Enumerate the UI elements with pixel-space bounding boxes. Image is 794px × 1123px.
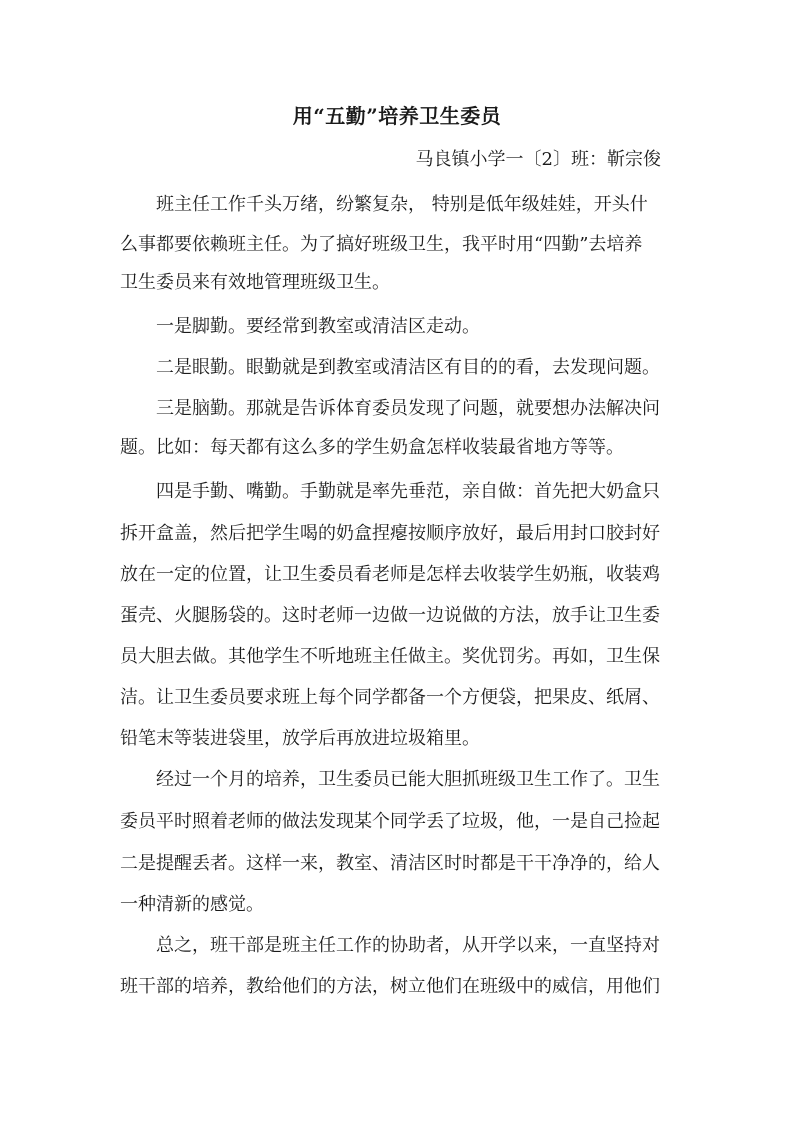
text-line: 蛋壳、火腿肠袋的。这时老师一边做一边说做的方法，放手让卫生委 xyxy=(120,605,660,626)
text-line: 总之，班干部是班主任工作的协助者，从开学以来，一直坚持对 xyxy=(156,935,660,956)
text-line: 班干部的培养，教给他们的方法，树立他们在班级中的威信，用他们 xyxy=(120,976,660,997)
page-title: 用“五勤”培养卫生委员 xyxy=(292,104,502,128)
text-line: 卫生委员来有效地管理班级卫生。 xyxy=(120,272,390,293)
text-line: 一是脚勤。要经常到教室或清洁区走动。 xyxy=(156,316,480,337)
text-line: 经过一个月的培养，卫生委员已能大胆抓班级卫生工作了。卫生 xyxy=(156,769,660,790)
text-line: 拆开盒盖，然后把学生喝的奶盒捏瘪按顺序放好，最后用封口胶封好 xyxy=(120,523,660,544)
text-line: 么事都要依赖班主任。为了搞好班级卫生，我平时用“四勤”去培养 xyxy=(120,234,643,255)
text-line: 二是眼勤。眼勤就是到教室或清洁区有目的的看，去发现问题。 xyxy=(156,357,660,378)
text-line: 班主任工作千头万绪，纷繁复杂， 特别是低年级娃娃，开头什 xyxy=(156,194,648,215)
text-line: 放在一定的位置，让卫生委员看老师是怎样去收装学生奶瓶，收装鸡 xyxy=(120,564,660,585)
text-line: 三是脑勤。那就是告诉体育委员发现了问题，就要想办法解决问 xyxy=(156,398,660,419)
text-line: 委员平时照着老师的做法发现某个同学丢了垃圾，他，一是自己捡起 xyxy=(120,811,660,832)
text-line: 二是提醒丢者。这样一来，教室、清洁区时时都是干干净净的，给人 xyxy=(120,853,660,874)
text-line: 铅笔末等装进袋里，放学后再放进垃圾箱里。 xyxy=(120,728,480,749)
text-line: 员大胆去做。其他学生不听地班主任做主。奖优罚劣。再如，卫生保 xyxy=(120,646,660,667)
text-line: 洁。让卫生委员要求班上每个同学都备一个方便袋，把果皮、纸屑、 xyxy=(120,687,660,708)
text-line: 四是手勤、嘴勤。手勤就是率先垂范，亲自做：首先把大奶盒只 xyxy=(156,481,660,502)
author-line: 马良镇小学一〔2〕班：靳宗俊 xyxy=(415,149,661,170)
text-line: 一种清新的感觉。 xyxy=(120,894,264,915)
text-line: 题。比如：每天都有这么多的学生奶盒怎样收装最省地方等等。 xyxy=(120,437,624,458)
